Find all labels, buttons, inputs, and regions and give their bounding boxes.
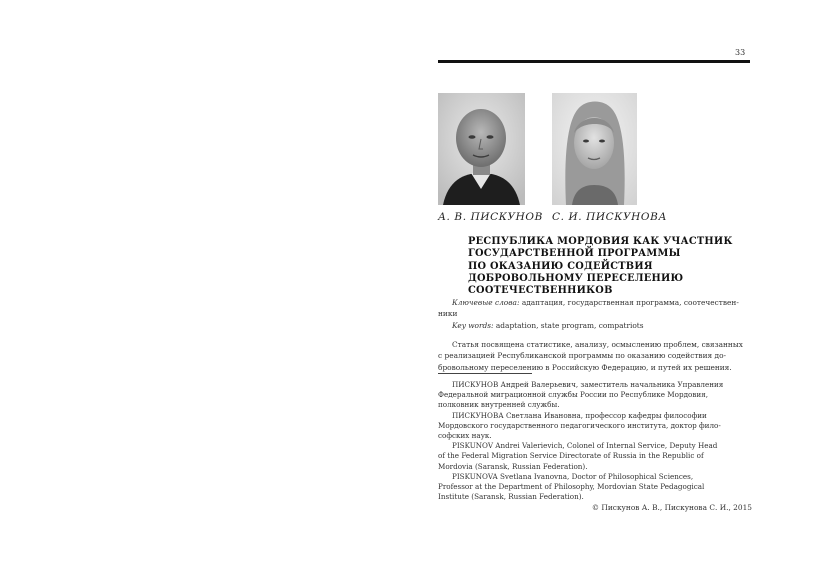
header-rule: [438, 60, 750, 63]
note-line: софских наук.: [438, 431, 492, 441]
title-line: ДОБРОВОЛЬНОМУ ПЕРЕСЕЛЕНИЮ: [468, 272, 684, 284]
abstract-line: бровольному переселению в Российскую Федерацию, и путей их решения.: [438, 362, 732, 372]
author-names: [438, 211, 758, 223]
abstract: [438, 339, 752, 373]
note-line: ПИСКУНОВА Светлана Ивановна, профессор кафедры философии: [452, 410, 707, 420]
author-notes: [438, 380, 752, 502]
note-line: ПИСКУНОВ Андрей Валерьевич, заместитель начальника Управления: [452, 380, 724, 389]
portrait-female-image: [552, 93, 637, 205]
author-photo-piskunova: [552, 93, 637, 205]
title-line: РЕСПУБЛИКА МОРДОВИЯ КАК УЧАСТНИК: [468, 236, 733, 247]
title-line: СООТЕЧЕСТВЕННИКОВ: [468, 285, 613, 297]
note-line: Professor at the Department of Philosophy, Mordovian State Pedagogical: [438, 482, 705, 492]
note-line: Федеральной миграционной службы России по Республике Мордовия,: [438, 390, 709, 400]
title-line: ГОСУДАРСТВЕННОЙ ПРОГРАММЫ: [468, 248, 681, 260]
keywords-en-label: Key words:: [452, 320, 494, 330]
title-line: ПО ОКАЗАНИЮ СОДЕЙСТВИЯ: [468, 260, 653, 272]
note-line: полковник внутренней службы.: [438, 400, 560, 410]
note-line: Мордовского государственного педагогического института, доктор фило-: [438, 420, 721, 430]
page-number: 33: [735, 48, 746, 57]
copyright-notice: © Пискунов А. В., Пискунова С. И., 2015: [591, 503, 752, 512]
author-name-2: С. И. ПИСКУНОВА: [551, 211, 668, 223]
footnote-divider: [438, 373, 532, 374]
keywords-block: [438, 297, 750, 331]
abstract-line: Статья посвящена статистике, анализу, осмыслению проблем, связанных: [452, 340, 743, 349]
portrait-male-image: [438, 93, 525, 205]
keywords-en-value: adaptation, state program, compatriots: [495, 320, 644, 330]
article-title: [468, 236, 758, 297]
keywords-en: [438, 320, 750, 331]
author-photo-piskunov: [438, 93, 525, 205]
note-line: Institute (Saransk, Russian Federation).: [438, 492, 584, 502]
note-line: PISKUNOVA Svetlana Ivanovna, Doctor of Philosophical Sciences,: [452, 471, 694, 481]
note-line: Mordovia (Saransk, Russian Federation).: [438, 461, 588, 471]
keywords-ru-continued: ники: [438, 309, 458, 319]
abstract-line: с реализацией Республиканской программы по оказанию содействия до-: [438, 351, 727, 361]
note-line: of the Federal Migration Service Directorate of Russia in the Republic of: [438, 451, 704, 461]
keywords-ru-value: адаптация, государственная программа, соотечествен-: [521, 298, 739, 307]
keywords-ru: [438, 297, 750, 308]
note-line: PISKUNOV Andrei Valerievich, Colonel of Internal Service, Deputy Head: [452, 441, 718, 451]
author-name-1: А. В. ПИСКУНОВ: [438, 211, 543, 223]
keywords-ru-label: Ключевые слова:: [452, 298, 520, 307]
